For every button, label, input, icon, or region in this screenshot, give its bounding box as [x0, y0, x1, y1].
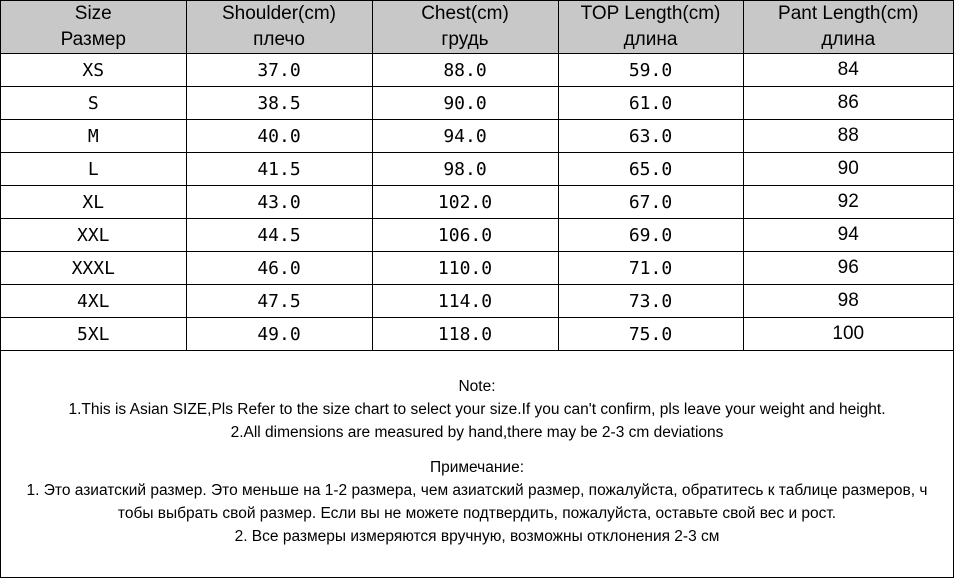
header-chest: Chest(cm) грудь	[372, 1, 558, 54]
pant-length-cell: 96	[743, 252, 953, 285]
note-title: Note:	[458, 378, 496, 395]
chest-cell: 88.0	[372, 54, 558, 87]
chest-cell: 98.0	[372, 153, 558, 186]
note-line-1: 1.This is Asian SIZE,Pls Refer to the size chart to select your size.If you can't confirm, pls leave your weight and height.	[68, 401, 886, 418]
pant-length-cell: 94	[743, 219, 953, 252]
pant-length-cell: 84	[743, 54, 953, 87]
size-cell: 4XL	[1, 285, 186, 318]
top-length-cell: 63.0	[558, 120, 743, 153]
note-ru-line-1b: тобы выбрать свой размер. Если вы не можете подтвердить, пожалуйста, оставьте свой вес и рост.	[117, 505, 837, 522]
table-row	[1, 54, 953, 87]
top-length-cell: 59.0	[558, 54, 743, 87]
note-ru-line-1a: 1. Это азиатский размер. Это меньше на 1-2 размера, чем азиатский размер, пожалуйста, обратитесь к таблице размеров, ч	[26, 482, 928, 499]
top-length-cell: 61.0	[558, 87, 743, 120]
size-table	[1, 1, 953, 351]
table-row	[1, 87, 953, 120]
header-size: Size Размер	[1, 1, 186, 54]
chest-cell: 94.0	[372, 120, 558, 153]
top-length-cell: 75.0	[558, 318, 743, 351]
top-length-cell: 65.0	[558, 153, 743, 186]
header-row	[1, 1, 953, 54]
shoulder-cell: 44.5	[186, 219, 372, 252]
pant-length-cell: 98	[743, 285, 953, 318]
chest-cell: 110.0	[372, 252, 558, 285]
size-cell: XXXL	[1, 252, 186, 285]
size-cell: XS	[1, 54, 186, 87]
table-row	[1, 219, 953, 252]
notes-section	[1, 375, 953, 548]
notes-spacer	[1, 444, 953, 456]
size-cell: XXL	[1, 219, 186, 252]
note-ru-line-2: 2. Все размеры измеряются вручную, возможны отклонения 2-3 см	[234, 528, 720, 545]
shoulder-cell: 41.5	[186, 153, 372, 186]
shoulder-cell: 40.0	[186, 120, 372, 153]
note-ru-title: Примечание:	[429, 459, 525, 476]
pant-length-cell: 92	[743, 186, 953, 219]
top-length-cell: 69.0	[558, 219, 743, 252]
chest-cell: 114.0	[372, 285, 558, 318]
chest-cell: 106.0	[372, 219, 558, 252]
table-row	[1, 153, 953, 186]
header-shoulder: Shoulder(cm) плечо	[186, 1, 372, 54]
top-length-cell: 71.0	[558, 252, 743, 285]
table-row	[1, 186, 953, 219]
pant-length-cell: 90	[743, 153, 953, 186]
size-cell: 5XL	[1, 318, 186, 351]
chest-cell: 102.0	[372, 186, 558, 219]
table-row	[1, 252, 953, 285]
chest-cell: 118.0	[372, 318, 558, 351]
table-row	[1, 120, 953, 153]
top-length-cell: 67.0	[558, 186, 743, 219]
table-row	[1, 285, 953, 318]
size-cell: S	[1, 87, 186, 120]
size-cell: XL	[1, 186, 186, 219]
chest-cell: 90.0	[372, 87, 558, 120]
shoulder-cell: 46.0	[186, 252, 372, 285]
size-cell: M	[1, 120, 186, 153]
note-line-2: 2.All dimensions are measured by hand,there may be 2-3 cm deviations	[230, 424, 724, 441]
size-cell: L	[1, 153, 186, 186]
shoulder-cell: 47.5	[186, 285, 372, 318]
shoulder-cell: 49.0	[186, 318, 372, 351]
pant-length-cell: 86	[743, 87, 953, 120]
shoulder-cell: 43.0	[186, 186, 372, 219]
table-row	[1, 318, 953, 351]
shoulder-cell: 37.0	[186, 54, 372, 87]
top-length-cell: 73.0	[558, 285, 743, 318]
header-top-length: TOP Length(cm) длина	[558, 1, 743, 54]
shoulder-cell: 38.5	[186, 87, 372, 120]
header-pant-length: Pant Length(cm) длина	[743, 1, 953, 54]
pant-length-cell: 88	[743, 120, 953, 153]
pant-length-cell: 100	[743, 318, 953, 351]
